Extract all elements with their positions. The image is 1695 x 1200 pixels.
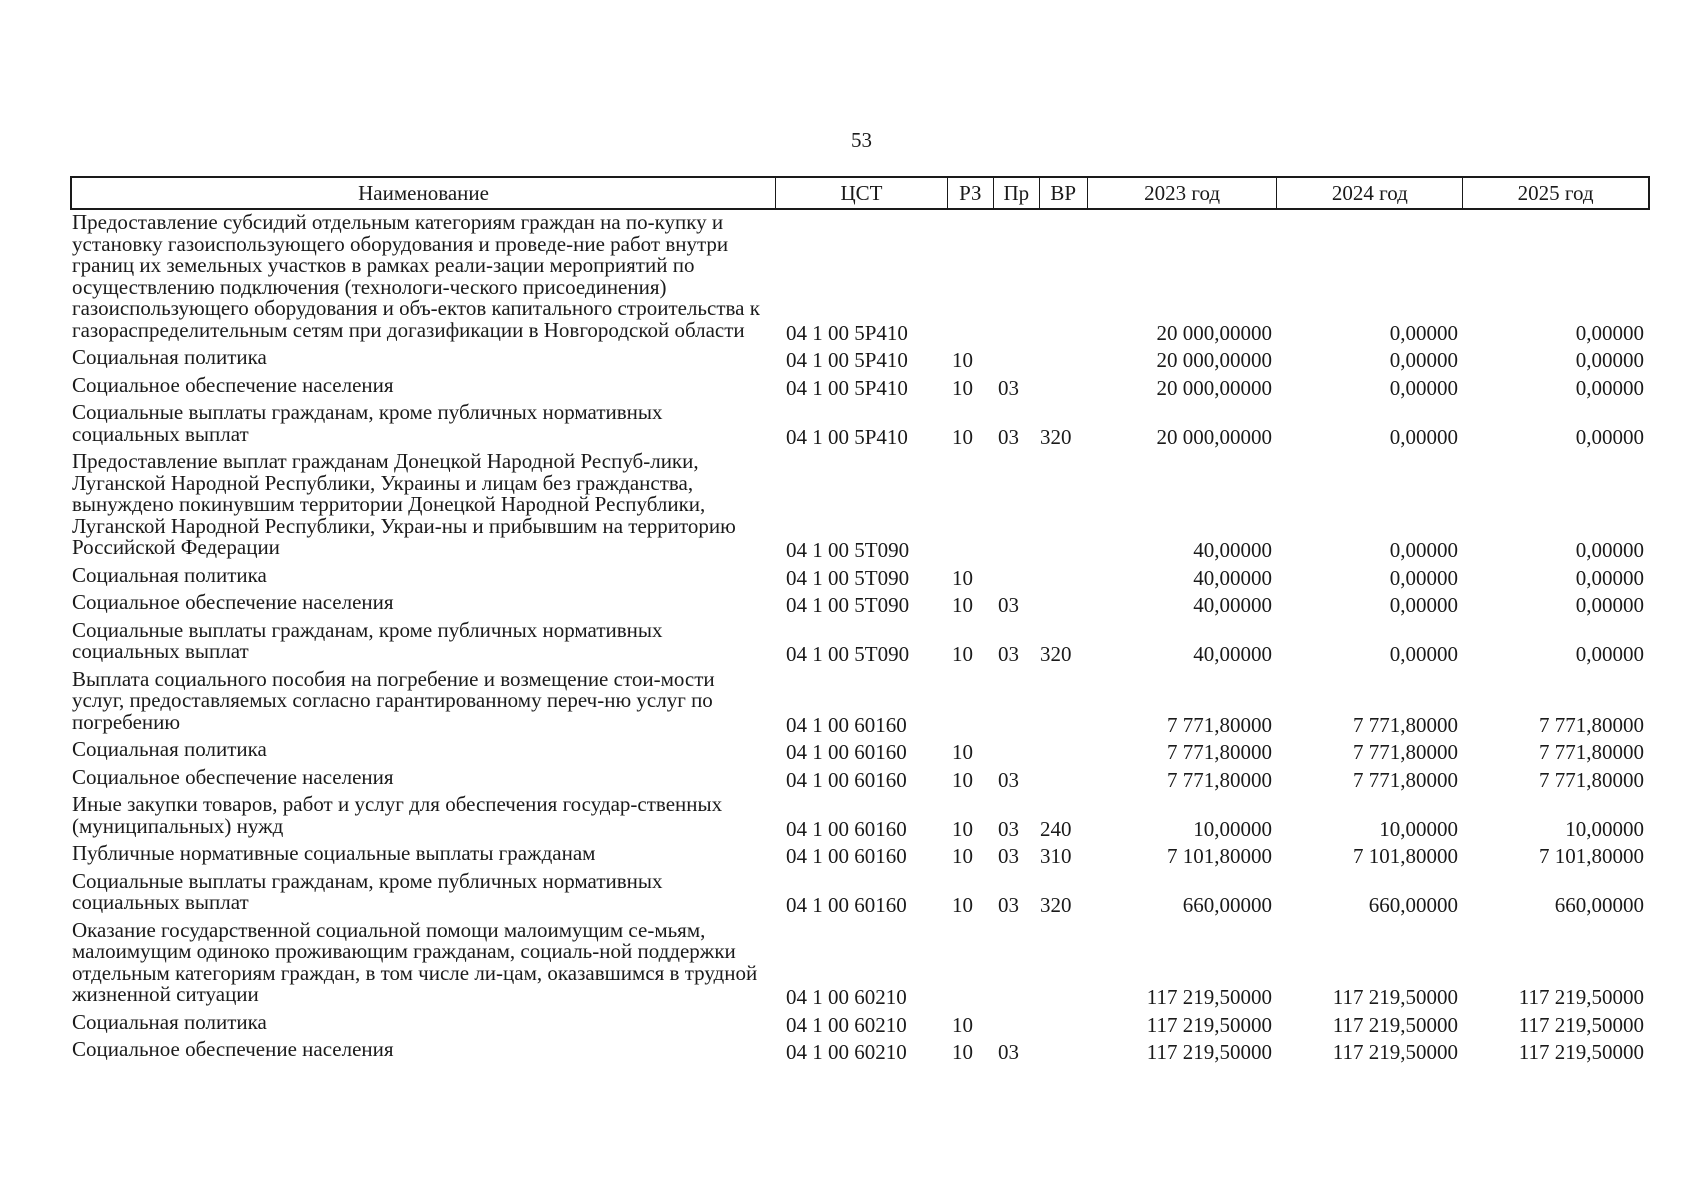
table-row [70, 210, 1650, 345]
row-value-2024: 7 771,80000 [1353, 740, 1458, 764]
row-cst: 04 1 00 5Р410 [786, 424, 908, 449]
row-cst: 04 1 00 5Т090 [786, 642, 910, 666]
table-row [70, 590, 1650, 617]
row-value-2024: 0,00000 [1389, 642, 1458, 666]
row-rz: 10 [952, 565, 973, 590]
row-rz: 10 [952, 1012, 973, 1037]
row-pr: 03 [998, 844, 1019, 868]
row-value-2025: 0,00000 [1575, 538, 1644, 562]
row-rz: 10 [952, 816, 973, 841]
row-cst: 04 1 00 60160 [786, 844, 907, 868]
row-value-2024: 7 771,80000 [1353, 712, 1458, 737]
row-name: Предоставление выплат гражданам Донецкой Народной Респуб-лики, Луганской Народной Республики, Украины и лицам без гражданства, вынуждено покинувшим территории Донецкой Народной Республики, Луганской Народной Республики, Украи-ны и прибывшим на территорию Российской Федерации [72, 449, 736, 559]
row-name: Оказание государственной социальной помощи малоимущим се-мьям, малоимущим одиноко проживающим гражданам, социаль-ной поддержки отдельным категориям граждан, в том числе ли-цам, оказавшимся в трудной жизненной ситуации [72, 917, 758, 1006]
row-pr: 03 [998, 1040, 1019, 1064]
row-value-2023: 117 219,50000 [1146, 1012, 1272, 1037]
header-2024: 2024 год [1276, 178, 1462, 208]
row-value-2023: 7 771,80000 [1167, 767, 1272, 792]
header-cst: ЦСТ [775, 178, 947, 208]
table-row [70, 1009, 1650, 1037]
row-value-2025: 0,00000 [1575, 593, 1644, 617]
row-rz: 10 [952, 593, 973, 617]
row-value-2024: 0,00000 [1389, 565, 1458, 590]
row-cst: 04 1 00 5Р410 [786, 375, 908, 400]
row-name: Публичные нормативные социальные выплаты гражданам [72, 841, 596, 865]
table-row [70, 841, 1650, 868]
row-name: Социальные выплаты гражданам, кроме публичных нормативных социальных выплат [72, 868, 663, 914]
row-cst: 04 1 00 5Р410 [786, 348, 908, 372]
row-value-2025: 0,00000 [1575, 424, 1644, 449]
row-value-2023: 20 000,00000 [1156, 320, 1272, 345]
row-value-2024: 117 219,50000 [1332, 1012, 1458, 1037]
row-value-2024: 10,00000 [1379, 816, 1458, 841]
row-pr: 03 [998, 375, 1019, 400]
row-value-2023: 40,00000 [1193, 593, 1272, 617]
header-name: Наименование [358, 181, 489, 205]
row-value-2024: 7 771,80000 [1353, 767, 1458, 792]
row-name: Социальная политика [72, 345, 267, 369]
table-body [70, 210, 1650, 1064]
row-vr: 320 [1040, 642, 1072, 666]
row-name: Социальное обеспечение населения [72, 764, 394, 789]
row-value-2024: 117 219,50000 [1332, 1040, 1458, 1064]
row-name: Социальное обеспечение населения [72, 590, 394, 614]
row-cst: 04 1 00 60160 [786, 816, 907, 841]
row-value-2024: 7 101,80000 [1353, 844, 1458, 868]
row-cst: 04 1 00 60160 [786, 767, 907, 792]
row-pr: 03 [998, 642, 1019, 666]
row-cst: 04 1 00 5Т090 [786, 538, 910, 562]
row-value-2025: 0,00000 [1575, 375, 1644, 400]
row-value-2025: 7 771,80000 [1539, 712, 1644, 737]
row-cst: 04 1 00 5Т090 [786, 593, 910, 617]
row-value-2023: 40,00000 [1193, 642, 1272, 666]
row-name: Социальное обеспечение населения [72, 1037, 394, 1061]
row-name: Выплата социального пособия на погребение и возмещение стои-мости услуг, предоставляемых согласно гарантированному переч-ню услуг по погребению [72, 666, 715, 734]
row-value-2025: 0,00000 [1575, 642, 1644, 666]
row-value-2025: 117 219,50000 [1518, 1040, 1644, 1064]
row-value-2023: 660,00000 [1182, 893, 1272, 917]
row-rz: 10 [952, 1040, 973, 1064]
row-name: Социальные выплаты гражданам, кроме публичных нормативных социальных выплат [72, 617, 663, 663]
row-name: Иные закупки товаров, работ и услуг для обеспечения государ-ственных (муниципальных) нужд [72, 792, 723, 838]
row-rz: 10 [952, 844, 973, 868]
table-row [70, 737, 1650, 764]
row-value-2024: 0,00000 [1389, 375, 1458, 400]
budget-table [70, 176, 1650, 1064]
row-value-2024: 660,00000 [1368, 893, 1458, 917]
row-value-2023: 20 000,00000 [1156, 424, 1272, 449]
row-cst: 04 1 00 60160 [786, 893, 907, 917]
row-cst: 04 1 00 60210 [786, 1040, 907, 1064]
table-row [70, 764, 1650, 792]
table-row [70, 449, 1650, 562]
row-value-2023: 10,00000 [1193, 816, 1272, 841]
row-cst: 04 1 00 60160 [786, 740, 907, 764]
row-value-2023: 117 219,50000 [1146, 1040, 1272, 1064]
row-value-2023: 20 000,00000 [1156, 348, 1272, 372]
row-value-2025: 0,00000 [1575, 565, 1644, 590]
row-value-2024: 0,00000 [1389, 424, 1458, 449]
row-value-2023: 40,00000 [1193, 538, 1272, 562]
header-2023: 2023 год [1087, 178, 1277, 208]
row-cst: 04 1 00 5Т090 [786, 565, 910, 590]
row-name: Предоставление субсидий отдельным категориям граждан на по-купку и установку газоиспользующего оборудования и проведе-ние работ внутри границ их земельных участков в рамках реали-зации мероприятий по осуществлению подключения (технологи-ческого присоединения) газоиспользующего оборудования и объ-ектов капитального строительства к газораспределительным сетям при догазификации в Новгородской области [72, 210, 760, 342]
row-rz: 10 [952, 424, 973, 449]
row-rz: 10 [952, 348, 973, 372]
row-name: Социальная политика [72, 1009, 267, 1034]
table-row [70, 1037, 1650, 1064]
row-name: Социальные выплаты гражданам, кроме публичных нормативных социальных выплат [72, 400, 663, 446]
row-value-2024: 117 219,50000 [1332, 985, 1458, 1009]
header-vr: ВР [1039, 178, 1087, 208]
row-value-2025: 7 101,80000 [1539, 844, 1644, 868]
row-name: Социальная политика [72, 737, 267, 761]
table-row [70, 562, 1650, 590]
row-value-2023: 117 219,50000 [1146, 985, 1272, 1009]
row-pr: 03 [998, 767, 1019, 792]
table-row [70, 868, 1650, 917]
header-2025: 2025 год [1462, 178, 1648, 208]
table-row [70, 617, 1650, 666]
row-value-2023: 20 000,00000 [1156, 375, 1272, 400]
row-vr: 320 [1040, 424, 1072, 449]
row-cst: 04 1 00 60210 [786, 985, 907, 1009]
row-cst: 04 1 00 60160 [786, 712, 907, 737]
row-vr: 310 [1040, 844, 1072, 868]
header-rz: РЗ [947, 178, 993, 208]
row-value-2025: 10,00000 [1565, 816, 1644, 841]
row-pr: 03 [998, 816, 1019, 841]
row-value-2023: 7 771,80000 [1167, 740, 1272, 764]
row-rz: 10 [952, 375, 973, 400]
row-value-2025: 0,00000 [1575, 320, 1644, 345]
row-pr: 03 [998, 424, 1019, 449]
row-value-2024: 0,00000 [1389, 348, 1458, 372]
row-cst: 04 1 00 5Р410 [786, 320, 908, 345]
row-vr: 240 [1040, 816, 1072, 841]
table-row [70, 372, 1650, 400]
row-rz: 10 [952, 642, 973, 666]
row-value-2025: 7 771,80000 [1539, 767, 1644, 792]
table-row [70, 792, 1650, 841]
table-header [70, 176, 1650, 210]
row-name: Социальная политика [72, 562, 267, 587]
row-name: Социальное обеспечение населения [72, 372, 394, 397]
row-rz: 10 [952, 740, 973, 764]
row-value-2023: 7 771,80000 [1167, 712, 1272, 737]
table-row [70, 666, 1650, 737]
row-pr: 03 [998, 593, 1019, 617]
row-value-2025: 117 219,50000 [1518, 1012, 1644, 1037]
row-value-2025: 117 219,50000 [1518, 985, 1644, 1009]
row-cst: 04 1 00 60210 [786, 1012, 907, 1037]
row-pr: 03 [998, 893, 1019, 917]
row-value-2025: 660,00000 [1554, 893, 1644, 917]
row-value-2023: 7 101,80000 [1167, 844, 1272, 868]
row-rz: 10 [952, 893, 973, 917]
row-vr: 320 [1040, 893, 1072, 917]
row-rz: 10 [952, 767, 973, 792]
row-value-2024: 0,00000 [1389, 320, 1458, 345]
header-pr: Пр [993, 178, 1039, 208]
row-value-2024: 0,00000 [1389, 538, 1458, 562]
row-value-2025: 7 771,80000 [1539, 740, 1644, 764]
row-value-2025: 0,00000 [1575, 348, 1644, 372]
row-value-2023: 40,00000 [1193, 565, 1272, 590]
row-value-2024: 0,00000 [1389, 593, 1458, 617]
page-number: 53 [851, 128, 872, 152]
table-row [70, 400, 1650, 449]
table-row [70, 345, 1650, 372]
table-row [70, 917, 1650, 1009]
